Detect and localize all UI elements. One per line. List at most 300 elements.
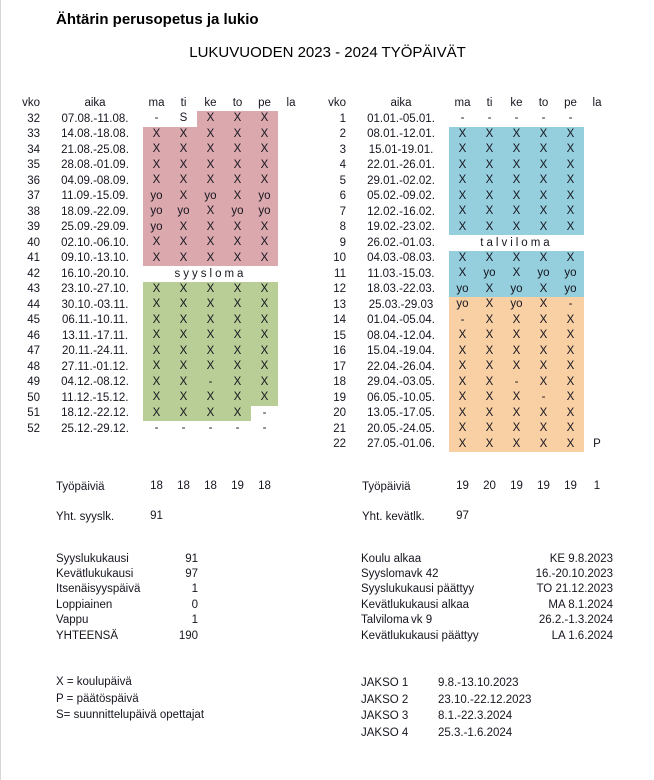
workdays-count: 18 [177,480,190,492]
workdays-count: 19 [537,480,550,492]
day-cell: X [197,328,224,344]
week-number: 11 [334,267,346,280]
week-row [323,111,610,127]
jakso-row [361,725,531,742]
day-cell [584,344,610,360]
date-range: 11.09.-15.09. [61,190,129,203]
day-cell: X [170,328,197,344]
date-range: 27.05.-01.06. [367,438,435,451]
summary-label: Itsenäisyyspäivä [56,583,141,596]
day-cell: X [557,375,584,391]
week-number: 51 [27,407,40,420]
summary-value: 26.2.-1.3.2024 [538,614,613,627]
day-cell: X [476,204,503,220]
day-cell [584,406,610,422]
day-header: ma [454,97,471,109]
day-cell: X [503,173,530,189]
day-cell: X [224,251,251,267]
week-row [17,359,304,375]
jakso-label: JAKSO 4 [361,726,409,739]
day-cell: yo [197,189,224,205]
day-cell: X [170,344,197,360]
week-number: 52 [27,422,40,435]
day-cell: X [224,158,251,174]
week-number: 18 [333,376,346,389]
day-cell: X [251,297,278,313]
day-cell: X [557,328,584,344]
week-row [323,282,610,298]
day-cell: X [143,158,170,174]
day-cell: X [197,204,224,220]
summary-value: 190 [178,629,198,642]
week-number: 17 [333,360,346,373]
day-cell: X [224,297,251,313]
day-cell: X [224,313,251,329]
day-cell: X [170,142,197,158]
day-cell: X [530,251,557,267]
day-cell: X [170,127,197,143]
week-row [17,266,304,282]
day-cell: - [181,422,186,434]
day-cell: X [557,251,584,267]
day-cell [584,313,610,329]
week-number: 44 [27,298,40,311]
day-cell: X [224,344,251,360]
summary-label: Kevätlukukausi päättyy [361,629,479,642]
day-cell: X [557,437,584,453]
day-cell [584,189,610,205]
week-number: 43 [27,283,40,296]
date-range: 15.01-19.01. [368,143,434,156]
date-range: 02.10.-06.10. [61,236,129,249]
summary-week-ref: vk 9 [411,614,433,627]
day-cell: X [449,390,476,406]
date-range: 25.12.-29.12. [61,422,129,435]
day-cell: X [224,142,251,158]
day-cell [584,251,610,267]
day-cell: X [170,220,197,236]
day-cell: yo [557,282,584,298]
day-cell: X [476,173,503,189]
week-number: 16 [333,345,346,358]
day-cell: X [530,328,557,344]
day-cell: X [251,173,278,189]
workdays-count: 18 [150,480,163,492]
dates-header: aika [390,97,412,109]
day-cell: X [503,251,530,267]
week-number: 41 [27,252,40,265]
day-cell: X [224,359,251,375]
day-header: ti [180,97,187,109]
date-range: 05.02.-09.02. [367,190,435,203]
week-row [323,235,610,251]
day-cell: X [476,251,503,267]
week-row [17,251,304,267]
day-cell: X [143,313,170,329]
day-cell: yo [251,204,278,220]
date-range: 29.01.-02.02. [367,174,435,187]
day-cell: X [557,359,584,375]
week-number: 9 [339,236,346,249]
day-cell: - [154,112,159,124]
summary-row [56,551,198,566]
summary-value: 97 [185,568,198,581]
week-row [323,251,610,267]
summary-value: MA 8.1.2024 [548,598,613,611]
day-cell: X [224,189,251,205]
day-cell [278,127,304,143]
day-cell: X [197,111,224,127]
day-cell: X [143,406,170,422]
date-range: 13.05.-17.05. [367,407,435,420]
day-cell: X [449,142,476,158]
week-row [17,111,304,127]
day-cell: X [476,282,503,298]
workdays-label: Työpäiviä [362,481,411,493]
week-number: 32 [27,112,40,125]
day-cell [584,359,610,375]
summary-row [56,628,198,643]
week-number: 35 [27,159,40,172]
day-cell [278,220,304,236]
spring-term-table [323,95,610,452]
day-cell: - [557,297,584,313]
autumn-term-table [17,95,304,437]
week-number: 1 [339,112,346,125]
week-number: 22 [333,438,346,451]
workdays-count: 18 [258,480,271,492]
day-cell: X [476,158,503,174]
day-cell: yo [476,266,503,282]
term-total-label: Yht. syyslk. [56,511,115,523]
day-cell: - [208,422,213,434]
day-cell [278,328,304,344]
day-cell: X [251,282,278,298]
day-cell: X [449,251,476,267]
day-cell: X [197,406,224,422]
week-row [323,375,610,391]
summary-value: LA 1.6.2024 [551,629,613,642]
date-range: 16.10.-20.10. [61,267,129,280]
day-cell: X [476,328,503,344]
day-cell [584,266,610,282]
term-total-value: 91 [150,510,163,522]
day-cell: - [530,390,557,406]
holiday-label: syysloma [174,267,247,280]
day-cell: X [557,189,584,205]
day-cell: - [154,422,159,434]
day-header: ke [510,97,523,109]
day-cell: X [170,313,197,329]
day-cell: X [530,220,557,236]
week-row [323,297,610,313]
week-row [17,406,304,422]
day-cell: X [449,359,476,375]
week-row [17,375,304,391]
date-range: 29.04.-03.05. [367,376,435,389]
day-cell: X [530,359,557,375]
date-range: 20.11.-24.11. [61,345,129,358]
summary-value: KE 9.8.2023 [549,552,613,565]
summary-value: 16.-20.10.2023 [535,568,613,581]
day-cell: X [197,235,224,251]
week-row [323,344,610,360]
day-cell: X [476,421,503,437]
summary-value: 1 [191,614,198,627]
day-cell: X [557,390,584,406]
day-cell: X [143,127,170,143]
day-cell [278,390,304,406]
week-number: 47 [27,345,40,358]
day-cell: X [224,328,251,344]
day-cell: X [224,173,251,189]
week-number: 45 [27,314,40,327]
date-range: 23.10.-27.10. [61,283,129,296]
day-cell: - [235,422,240,434]
day-cell: X [530,421,557,437]
jakso-row [361,708,531,725]
day-cell: X [476,437,503,453]
day-cell [278,158,304,174]
summary-row [361,582,613,597]
workdays-label: Työpäiviä [56,481,105,493]
week-row [17,390,304,406]
day-cell [278,359,304,375]
week-row [323,437,610,453]
day-cell: X [530,127,557,143]
date-range: 06.05.-10.05. [367,391,435,404]
day-cell: X [557,204,584,220]
jakso-row [361,692,531,709]
day-cell: X [503,204,530,220]
day-counts-summary [56,551,198,643]
week-row [17,127,304,143]
day-cell: X [197,313,224,329]
day-cell [584,158,610,174]
day-cell: X [503,328,530,344]
summary-value: 91 [185,552,198,565]
week-row [17,173,304,189]
summary-label: Kevätlukukausi alkaa [361,598,470,611]
day-cell: X [530,204,557,220]
week-row [323,406,610,422]
day-cell: yo [449,297,476,313]
day-cell: X [476,220,503,236]
day-cell: X [449,127,476,143]
date-range: 06.11.-10.11. [61,314,129,327]
day-cell: X [557,173,584,189]
week-row [323,158,610,174]
day-cell: X [476,390,503,406]
day-cell [278,111,304,127]
day-cell: - [449,313,476,329]
week-number: 34 [27,143,40,156]
workdays-count: 19 [510,480,523,492]
day-cell [278,297,304,313]
summary-row [361,613,613,628]
day-cell [584,375,610,391]
day-cell: yo [503,297,530,313]
day-cell: X [557,127,584,143]
summary-row [361,628,613,643]
page-subtitle: LUKUVUODEN 2023 - 2024 TYÖPÄIVÄT [189,44,466,61]
date-range: 14.08.-18.08. [61,128,129,141]
day-cell: X [170,189,197,205]
week-number: 14 [333,314,346,327]
day-cell: X [251,142,278,158]
week-number: 5 [339,174,346,187]
day-cell: yo [251,189,278,205]
day-header: la [592,97,602,109]
day-cell: X [197,282,224,298]
day-cell [584,297,610,313]
day-cell [278,142,304,158]
date-range: 21.08.-25.08. [61,143,129,156]
day-cell: X [224,406,251,422]
week-number: 21 [333,422,346,435]
day-cell: X [143,375,170,391]
summary-value: 0 [191,598,198,611]
week-number: 8 [339,221,346,234]
day-cell: X [557,158,584,174]
date-range: 22.04.-26.04. [367,360,435,373]
day-cell: X [224,390,251,406]
day-cell: X [170,158,197,174]
week-number: 15 [333,329,346,342]
day-cell [278,173,304,189]
date-range: 30.10.-03.11. [61,298,129,311]
day-cell [584,127,610,143]
week-number: 38 [27,205,40,218]
day-cell: X [143,359,170,375]
workdays-count: 1 [593,480,601,492]
workdays-count: 19 [564,480,577,492]
day-cell: X [530,189,557,205]
week-number: 33 [27,128,40,141]
summary-row [361,566,613,581]
day-header: ti [486,97,493,109]
day-cell: X [476,344,503,360]
date-range: 22.01.-26.01. [367,159,435,172]
summary-row [56,582,198,597]
day-cell: X [530,406,557,422]
day-cell [584,204,610,220]
week-row [17,158,304,174]
jakso-label: JAKSO 3 [361,710,409,723]
date-range: 04.09.-08.09. [61,174,129,187]
week-row [323,313,610,329]
jakso-label: JAKSO 2 [361,693,409,706]
day-cell: yo [143,220,170,236]
day-cell: X [503,142,530,158]
day-cell: X [530,142,557,158]
day-cell: yo [530,266,557,282]
day-cell: X [476,297,503,313]
day-cell: X [449,437,476,453]
summary-week-ref: vk 42 [411,568,439,581]
summary-label: Loppiainen [56,598,113,611]
week-number: 46 [27,329,40,342]
day-cell: X [476,142,503,158]
day-cell: X [197,158,224,174]
week-row [17,282,304,298]
day-cell: X [476,313,503,329]
day-cell: X [476,375,503,391]
day-cell: X [503,359,530,375]
day-cell: X [557,220,584,236]
summary-label: Syyslukukausi päättyy [361,583,475,596]
week-number: 37 [27,190,40,203]
week-number: 20 [333,407,346,420]
workdays-count: 20 [483,480,496,492]
day-cell [278,313,304,329]
summary-value: TO 21.12.2023 [536,583,613,596]
day-cell: X [143,390,170,406]
week-row [323,421,610,437]
week-number: 40 [27,236,40,249]
day-header: la [286,97,296,109]
day-cell: X [224,127,251,143]
week-row [17,328,304,344]
day-cell: X [449,204,476,220]
day-cell: yo [503,282,530,298]
date-range: 04.03.-08.03. [367,252,435,265]
date-range: 08.04.-12.04. [367,329,435,342]
summary-row [361,597,613,612]
day-cell: X [197,297,224,313]
day-cell: X [170,390,197,406]
workdays-count: 19 [231,480,244,492]
week-row [323,359,610,375]
day-header: pe [258,97,271,109]
day-cell [584,173,610,189]
day-cell: X [557,406,584,422]
day-cell [584,390,610,406]
legend-x: X = koulupäivä [56,676,132,688]
day-cell [584,421,610,437]
jakso-row [361,675,531,692]
jakso-dates: 25.3.-1.6.2024 [438,726,513,739]
day-cell: X [251,158,278,174]
day-cell [278,344,304,360]
day-cell: yo [170,204,197,220]
legend [56,676,204,726]
day-cell: X [251,251,278,267]
summary-label: Kevätlukukausi [56,568,134,581]
week-row [17,142,304,158]
day-cell [278,282,304,298]
table-header-row [323,95,610,111]
day-cell [278,375,304,391]
week-row [17,313,304,329]
day-cell: - [460,112,465,124]
day-header: ke [204,97,217,109]
day-cell: X [170,406,197,422]
week-number: 13 [333,298,346,311]
day-cell [278,235,304,251]
week-row [17,421,304,437]
day-cell: X [557,313,584,329]
day-cell: X [251,313,278,329]
day-cell: X [503,220,530,236]
day-cell: yo [449,282,476,298]
day-cell: X [170,251,197,267]
day-cell: P [593,437,601,450]
date-range: 25.09.-29.09. [61,221,129,234]
day-cell: S [179,112,188,124]
day-cell: X [251,359,278,375]
day-cell: X [224,111,251,127]
